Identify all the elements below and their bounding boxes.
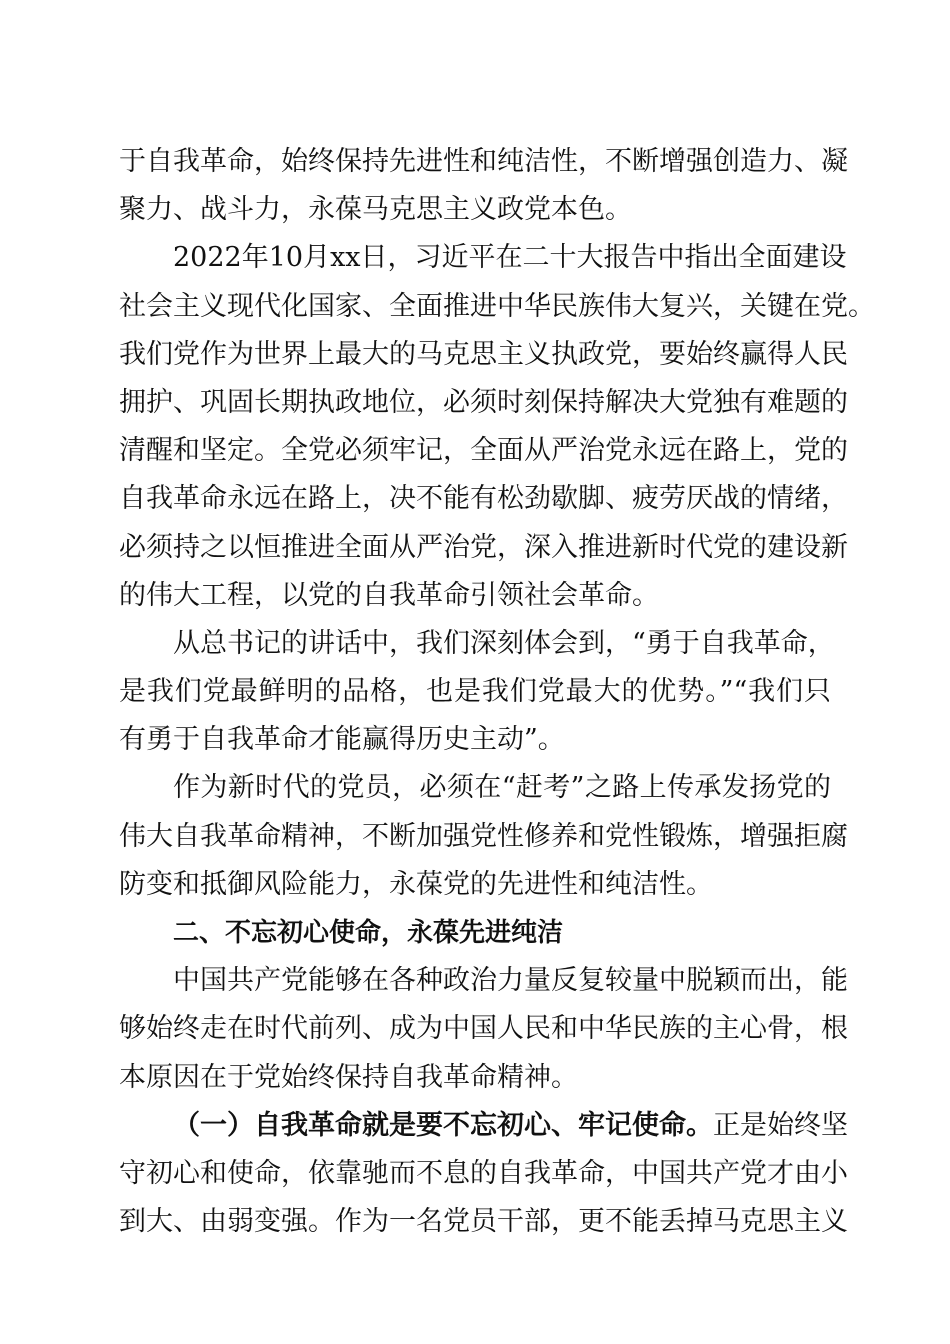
paragraph-continuation (119, 138, 848, 234)
text-line: 于自我革命，始终保持先进性和纯洁性，不断增强创造力、凝 (119, 146, 848, 177)
text-line: 2022年10月xx日，习近平在二十大报告中指出全面建设 (173, 242, 847, 274)
text-line: 作为新时代的党员，必须在“赶考”之路上传承发扬党的 (173, 772, 831, 804)
text-line: 守初心和使命，依靠驰而不息的自我革命，中国共产党才由小 (119, 1157, 848, 1189)
paragraph-new-era-member (119, 764, 848, 909)
section-heading-text: 二、不忘初心使命，永葆先进纯洁 (173, 918, 564, 948)
text-line: 的伟大工程，以党的自我革命引领社会革命。 (119, 579, 659, 611)
text-line: 中国共产党能够在各种政治力量反复较量中脱颖而出，能 (173, 965, 848, 997)
text-line: 清醒和坚定。全党必须牢记，全面从严治党永远在路上，党的 (119, 435, 848, 467)
text-line: 伟大自我革命精神，不断加强党性修养和党性锻炼，增强拒腐 (119, 820, 848, 852)
text-line: 从总书记的讲话中，我们深刻体会到，“勇于自我革命， (173, 627, 835, 659)
section-heading (119, 909, 831, 957)
paragraph-party-strength (119, 957, 848, 1102)
text-line: 社会主义现代化国家、全面推进中华民族伟大复兴，关键在党。 (119, 290, 875, 322)
text-line: 是我们党最鲜明的品格，也是我们党最大的优势。”“我们只 (119, 676, 831, 708)
text-line: 有勇于自我革命才能赢得历史主动”。 (119, 724, 565, 756)
paragraph-twentieth-congress (119, 234, 875, 620)
text-line: 够始终走在时代前列、成为中国人民和中华民族的主心骨，根 (119, 1013, 848, 1045)
text-line: 防变和抵御风险能力，永葆党的先进性和纯洁性。 (119, 868, 713, 900)
text-line: 必须持之以恒推进全面从严治党，深入推进新时代党的建设新 (119, 531, 848, 563)
text-line: 到大、由弱变强。作为一名党员干部，更不能丢掉马克思主义 (119, 1206, 848, 1238)
document-body (119, 138, 875, 1246)
text-line: 聚力、战斗力，永葆马克思主义政党本色。 (119, 194, 632, 226)
text-line (119, 1102, 848, 1150)
subsection-lead: （一）自我革命就是要不忘初心、牢记使命。 (173, 1109, 713, 1141)
text-run: 正是始终坚 (713, 1109, 848, 1141)
text-line: 自我革命永远在路上，决不能有松劲歇脚、疲劳厌战的情绪， (119, 483, 848, 515)
text-line: 拥护、巩固长期执政地位，必须时刻保持解决大党独有难题的 (119, 386, 848, 418)
text-line: 我们党作为世界上最大的马克思主义执政党，要始终赢得人民 (119, 338, 848, 370)
text-line: 本原因在于党始终保持自我革命精神。 (119, 1061, 578, 1093)
paragraph-speech-insight (119, 620, 835, 765)
paragraph-subsection-one (119, 1102, 848, 1247)
